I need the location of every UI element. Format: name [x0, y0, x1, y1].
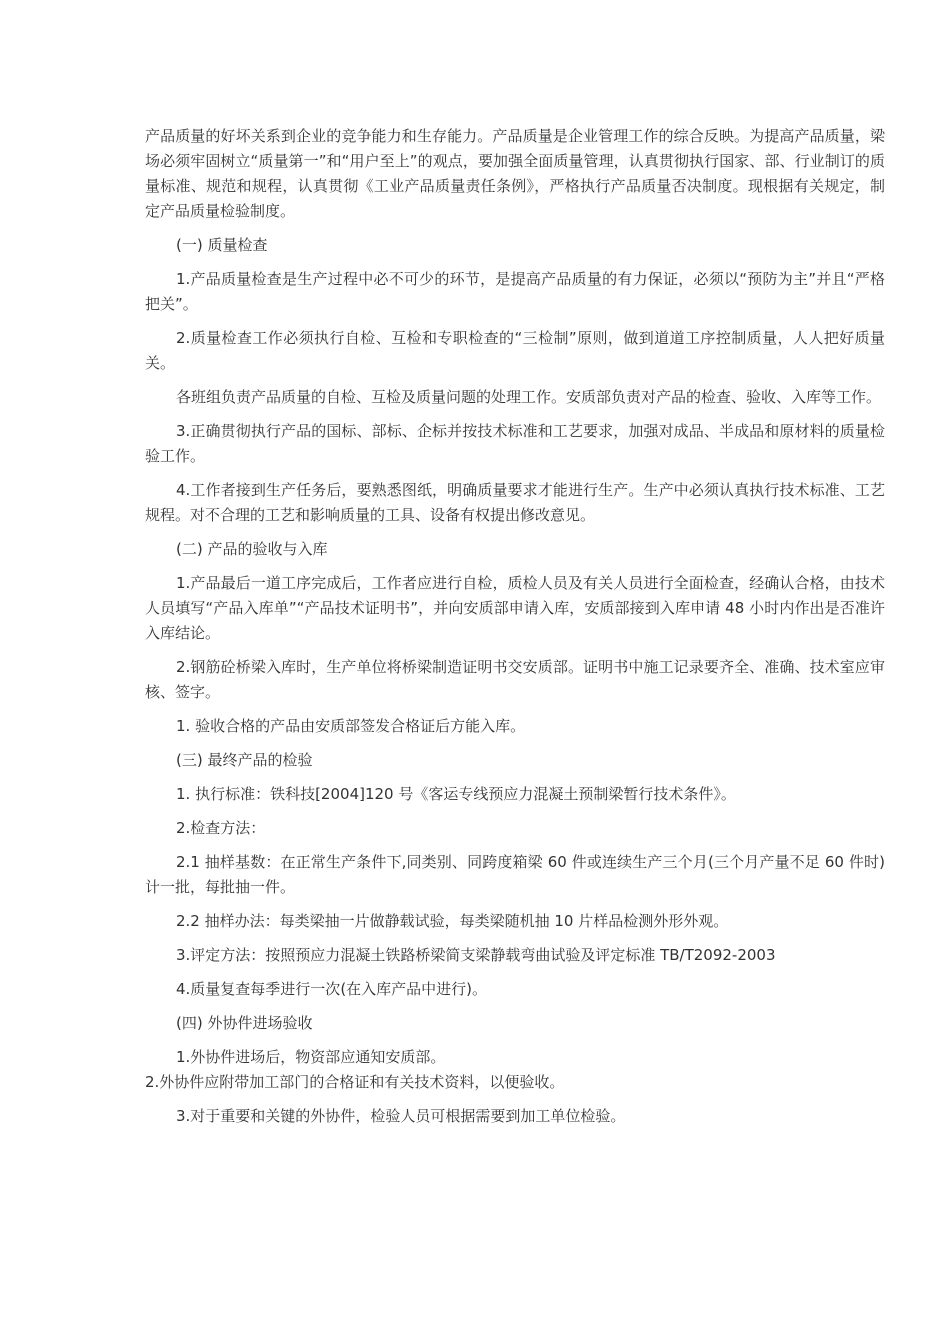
section-heading-acceptance-storage: (二) 产品的验收与入库	[176, 540, 328, 558]
paragraph: 2.1 抽样基数：在正常生产条件下,同类别、同跨度箱梁 60 件或连续生产三个月(三个月产量不足 60 件时)计一批，每批抽一件。	[145, 853, 885, 896]
document-body	[145, 124, 885, 1138]
section-heading-outsourced-parts: (四) 外协件进场验收	[176, 1014, 313, 1032]
paragraph: 3.正确贯彻执行产品的国标、部标、企标并按技术标准和工艺要求，加强对成品、半成品和原材料的质量检验工作。	[145, 422, 885, 465]
paragraph: 2.2 抽样办法：每类梁抽一片做静载试验，每类梁随机抽 10 片样品检测外形外观。	[176, 912, 729, 930]
paragraph: 3.评定方法：按照预应力混凝土铁路桥梁简支梁静载弯曲试验及评定标准 TB/T2092-2003	[176, 946, 776, 964]
paragraph: 1. 验收合格的产品由安质部签发合格证后方能入库。	[176, 717, 526, 735]
paragraph: 4.工作者接到生产任务后，要熟悉图纸，明确质量要求才能进行生产。生产中必须认真执行技术标准、工艺规程。对不合理的工艺和影响质量的工具、设备有权提出修改意见。	[145, 481, 885, 524]
paragraph: 各班组负责产品质量的自检、互检及质量问题的处理工作。安质部负责对产品的检查、验收、入库等工作。	[176, 388, 882, 406]
paragraph: 2.检查方法：	[176, 819, 266, 837]
paragraph: 1. 执行标准：铁科技[2004]120 号《客运专线预应力混凝土预制梁暂行技术条件》。	[176, 785, 736, 803]
section-heading-quality-inspection: (一) 质量检查	[176, 236, 268, 254]
paragraph: 1.产品最后一道工序完成后，工作者应进行自检，质检人员及有关人员进行全面检查，经确认合格，由技术人员填写“产品入库单”“产品技术证明书”，并向安质部申请入库，安质部接到入库申请 48 小时内作出是否准许入库结论。	[145, 574, 885, 642]
paragraph: 2.质量检查工作必须执行自检、互检和专职检查的“三检制”原则，做到道道工序控制质量，人人把好质量关。	[145, 329, 885, 372]
paragraph: 4.质量复查每季进行一次(在入库产品中进行)。	[176, 980, 488, 998]
intro-paragraph: 产品质量的好坏关系到企业的竞争能力和生存能力。产品质量是企业管理工作的综合反映。为提高产品质量，梁场必须牢固树立“质量第一”和“用户至上”的观点，要加强全面质量管理，认真贯彻执行国家、部、行业制订的质量标准、规范和规程，认真贯彻《工业产品质量责任条例》，严格执行产品质量否决制度。现根据有关规定，制定产品质量检验制度。	[145, 127, 885, 220]
paragraph: 2.钢筋砼桥梁入库时，生产单位将桥梁制造证明书交安质部。证明书中施工记录要齐全、准确、技术室应审核、签字。	[145, 658, 885, 701]
paragraph: 1.产品质量检查是生产过程中必不可少的环节，是提高产品质量的有力保证，必须以“预防为主”并且“严格把关”。	[145, 270, 885, 313]
paragraph: 1.外协件进场后，物资部应通知安质部。	[176, 1048, 446, 1066]
paragraph: 2.外协件应附带加工部门的合格证和有关技术资料，以便验收。	[145, 1073, 565, 1091]
paragraph: 3.对于重要和关键的外协件，检验人员可根据需要到加工单位检验。	[176, 1107, 626, 1125]
section-heading-final-inspection: (三) 最终产品的检验	[176, 751, 313, 769]
